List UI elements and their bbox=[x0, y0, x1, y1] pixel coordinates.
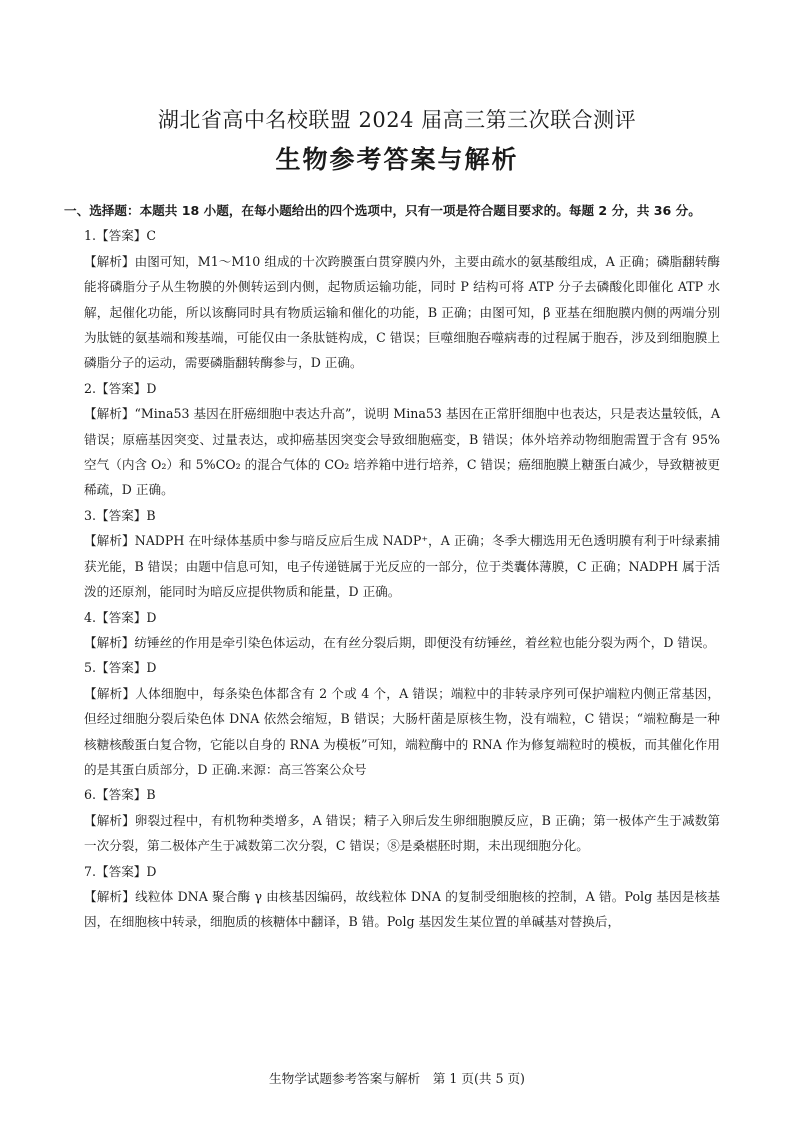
answer-1: 1.【答案】C bbox=[84, 228, 157, 244]
page-footer: 生物学试题参考答案与解析 第 1 页(共 5 页) bbox=[269, 1071, 525, 1086]
analysis-1: 【解析】由图可知，M1～M10 组成的十次跨膜蛋白贯穿膜内外，主要由疏水的氨基酸组成，A 正确；磷脂翻转酶能将磷脂分子从生物膜的外侧转运到内侧，起物质运输功能，同时 P 结构可将 ATP 分子去磷酸化即催化 ATP 水解，起催化功能，所以该酶同时具有物质运输和催化的功能，B 正确；由图可知，β 亚基在细胞膜内侧的两端分别为肽链的氨基端和羧基端，可能仅由一条肽链构成，C 错误；巨噬细胞吞噬病毒的过程属于胞吞，涉及到细胞膜上磷脂分子的运动，需要磷脂翻转酶参与，D 正确。 bbox=[84, 253, 720, 371]
answer-7: 7.【答案】D bbox=[84, 863, 157, 879]
section-heading: 一、选择题：本题共 18 小题，在每小题给出的四个选项中，只有一项是符合题目要求的。每题 2 分，共 36 分。 bbox=[64, 203, 701, 218]
document-title: 湖北省高中名校联盟 2024 届高三第三次联合测评 bbox=[157, 108, 637, 132]
analysis-3: 【解析】NADPH 在叶绿体基质中参与暗反应后生成 NADP⁺，A 正确；冬季大棚选用无色透明膜有利于叶绿素捕获光能，B 错误；由题中信息可知，电子传递链属于光反应的一部分，位于类囊体薄膜，C 正确；NADPH 属于活泼的还原剂，能同时为暗反应提供物质和能量，D 正确。 bbox=[84, 533, 720, 600]
document-subtitle: 生物参考答案与解析 bbox=[275, 145, 519, 174]
answer-3: 3.【答案】B bbox=[84, 507, 156, 523]
analysis-5: 【解析】人体细胞中，每条染色体都含有 2 个或 4 个，A 错误；端粒中的非转录序列可保护端粒内侧正常基因，但经过细胞分裂后染色体 DNA 依然会缩短，B 错误；大肠杆菌是原核生物，没有端粒，C 错误；“端粒酶是一种核糖核酸蛋白复合物，它能以自身的 RNA 为模板”可知，端粒酶中的 RNA 作为修复端粒时的模板，而其催化作用的是其蛋白质部分，D 正确.来源：高三答案公众号 bbox=[84, 685, 720, 777]
document-body bbox=[64, 198, 720, 935]
answer-2: 2.【答案】D bbox=[84, 380, 157, 396]
analysis-2: 【解析】“Mina53 基因在肝癌细胞中表达升高”，说明 Mina53 基因在正常肝细胞中也表达，只是表达量较低，A 错误；原癌基因突变、过量表达，或抑癌基因突变会导致细胞癌变，B 错误；体外培养动物细胞需置于含有 95%空气（内含 O₂）和 5%CO₂ 的混合气体的 CO₂ 培养箱中进行培养，C 错误；癌细胞膜上糖蛋白减少，导致糖被更稀疏，D 正确。 bbox=[84, 406, 720, 498]
analysis-6: 【解析】卵裂过程中，有机物种类增多，A 错误；精子入卵后发生卵细胞膜反应，B 正确；第一极体产生于减数第一次分裂，第二极体产生于减数第二次分裂，C 错误；⑧是桑椹胚时期，未出现细胞分化。 bbox=[84, 812, 720, 854]
answer-5: 5.【答案】D bbox=[84, 660, 157, 676]
analysis-4: 【解析】纺锤丝的作用是牵引染色体运动，在有丝分裂后期，即便没有纺锤丝，着丝粒也能分裂为两个，D 错误。 bbox=[84, 634, 716, 650]
answer-4: 4.【答案】D bbox=[84, 609, 157, 625]
answer-6: 6.【答案】B bbox=[84, 787, 156, 803]
analysis-7: 【解析】线粒体 DNA 聚合酶 γ 由核基因编码，故线粒体 DNA 的复制受细胞核的控制，A 错。Polg 基因是核基因，在细胞核中转录，细胞质的核糖体中翻译，B 错。Polg 基因发生某位置的单碱基对替换后， bbox=[84, 888, 720, 930]
